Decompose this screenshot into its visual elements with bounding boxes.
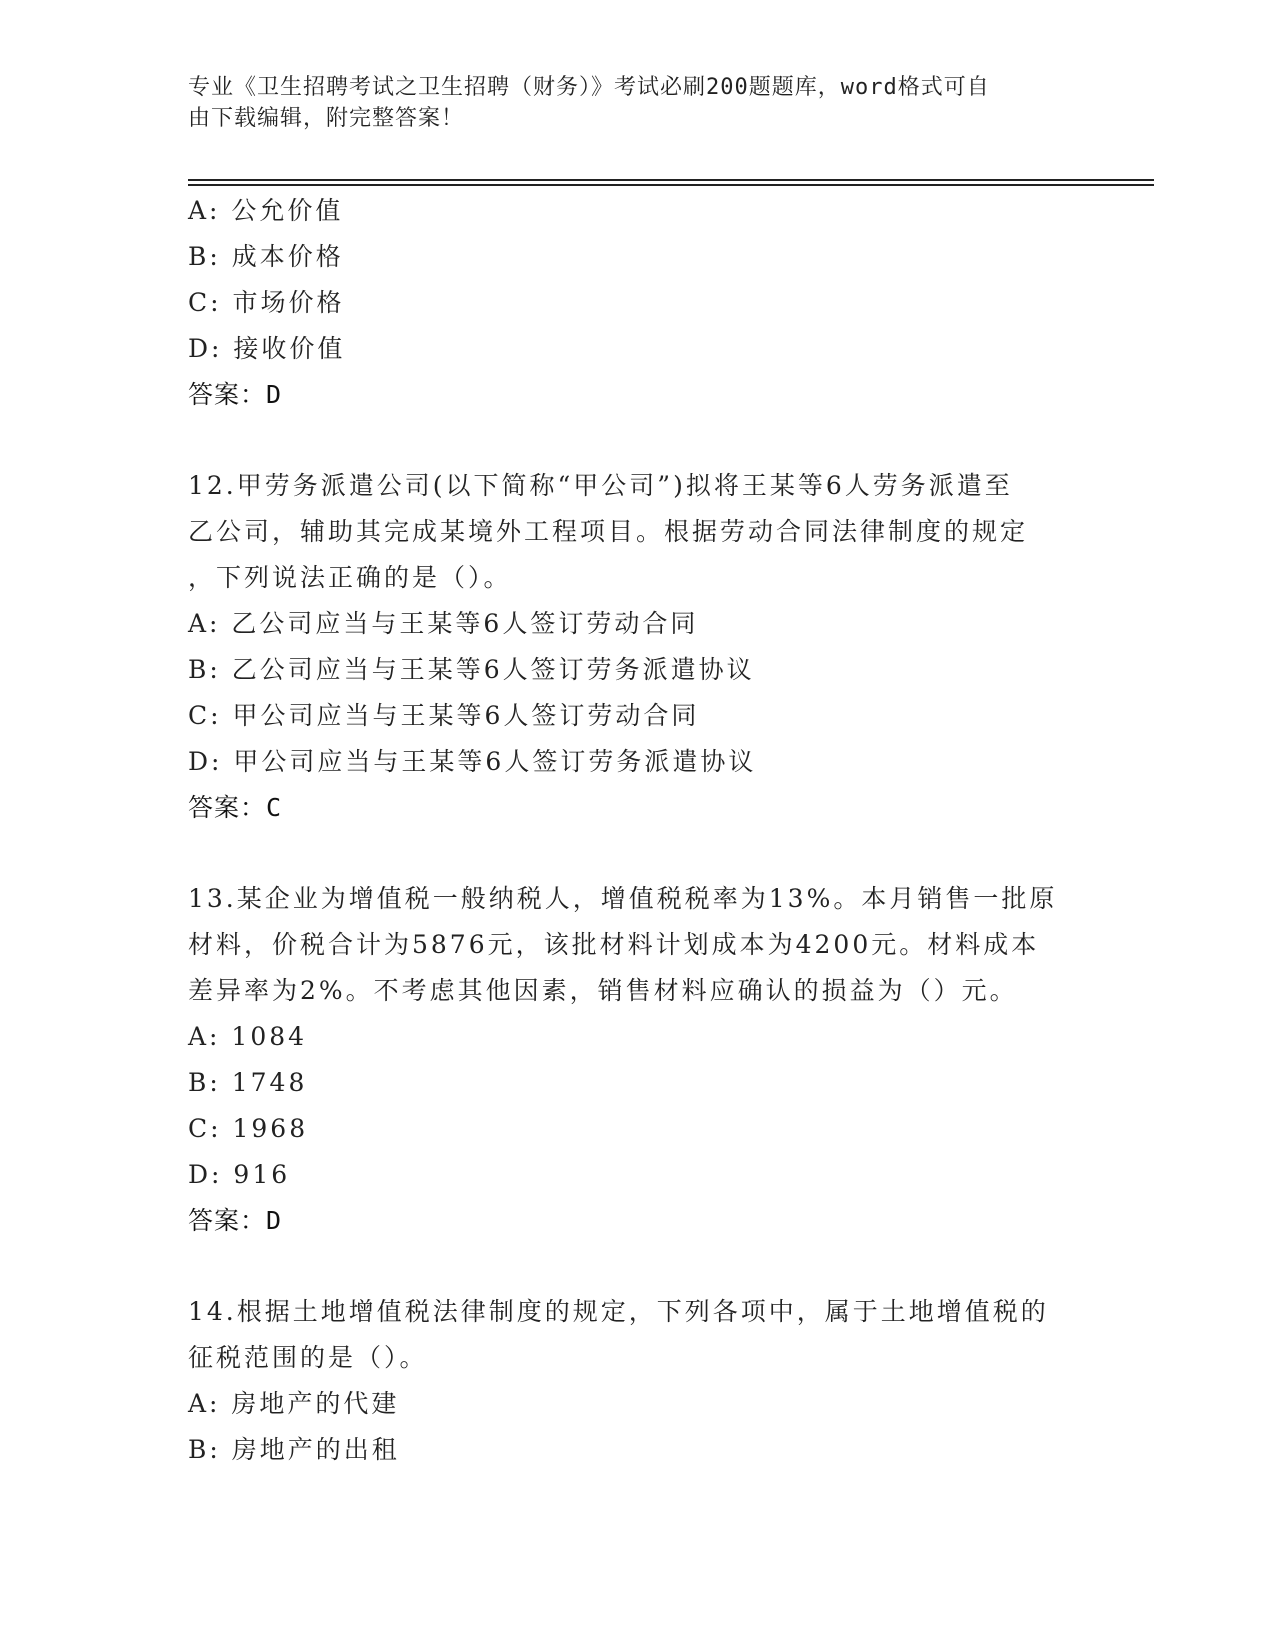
header-line-2: 由下载编辑，附完整答案！ [188, 106, 465, 131]
answer-line [188, 372, 1088, 418]
option-c: C: 甲公司应当与王某等6人签订劳动合同 [188, 701, 700, 730]
question-stem-line: 乙公司，辅助其完成某境外工程项目。根据劳动合同法律制度的规定 [188, 517, 1029, 546]
option-d: D: 916 [188, 1160, 291, 1189]
option-a: A: 乙公司应当与王某等6人签订劳动合同 [188, 609, 699, 638]
option-b: B: 1748 [188, 1068, 308, 1097]
question-stem-line: 14.根据土地增值税法律制度的规定，下列各项中，属于土地增值税的 [188, 1297, 1049, 1326]
question-spacer [188, 418, 1088, 463]
question-stem-line: 差异率为2%。不考虑其他因素，销售材料应确认的损益为（）元。 [188, 976, 1018, 1005]
document-header [188, 72, 1068, 134]
answer-label: 答案： [188, 1206, 267, 1235]
question-stem-line: 12.甲劳务派遣公司(以下简称“甲公司”)拟将王某等6人劳务派遣至 [188, 471, 1013, 500]
option-a: A: 房地产的代建 [188, 1389, 400, 1418]
option-c: C: 1968 [188, 1114, 309, 1143]
question-spacer [188, 831, 1088, 876]
question-stem-line: 征税范围的是（）。 [188, 1343, 428, 1372]
answer-label: 答案： [188, 380, 267, 409]
option-d: D: 接收价值 [188, 334, 346, 363]
question-stem-line: 13.某企业为增值税一般纳税人，增值税税率为13%。本月销售一批原 [188, 884, 1058, 913]
header-divider-top [188, 179, 1154, 181]
option-a: A: 1084 [188, 1022, 308, 1051]
answer-line [188, 785, 1088, 831]
option-b: B: 房地产的出租 [188, 1435, 400, 1464]
answer-line [188, 1198, 1088, 1244]
question-spacer [188, 1244, 1088, 1289]
option-c: C: 市场价格 [188, 288, 345, 317]
question-stem-line: 材料，价税合计为5876元，该批材料计划成本为4200元。材料成本 [188, 930, 1040, 959]
option-d: D: 甲公司应当与王某等6人签订劳务派遣协议 [188, 747, 757, 776]
answer-value: D [266, 380, 283, 409]
answer-value: D [266, 1206, 283, 1235]
header-line-1: 专业《卫生招聘考试之卫生招聘（财务）》考试必刷200题题库，word格式可自 [188, 75, 990, 100]
option-a: A: 公允价值 [188, 196, 344, 225]
answer-value: C [266, 793, 283, 822]
question-stem-line: ，下列说法正确的是（）。 [188, 563, 512, 592]
answer-label: 答案： [188, 793, 267, 822]
question-14 [188, 1289, 1088, 1473]
option-b: B: 乙公司应当与王某等6人签订劳务派遣协议 [188, 655, 755, 684]
header-divider-bottom [188, 184, 1154, 186]
question-12 [188, 463, 1088, 831]
question-list [188, 188, 1088, 1473]
question-13 [188, 876, 1088, 1244]
option-b: B: 成本价格 [188, 242, 344, 271]
question-11 [188, 188, 1088, 418]
